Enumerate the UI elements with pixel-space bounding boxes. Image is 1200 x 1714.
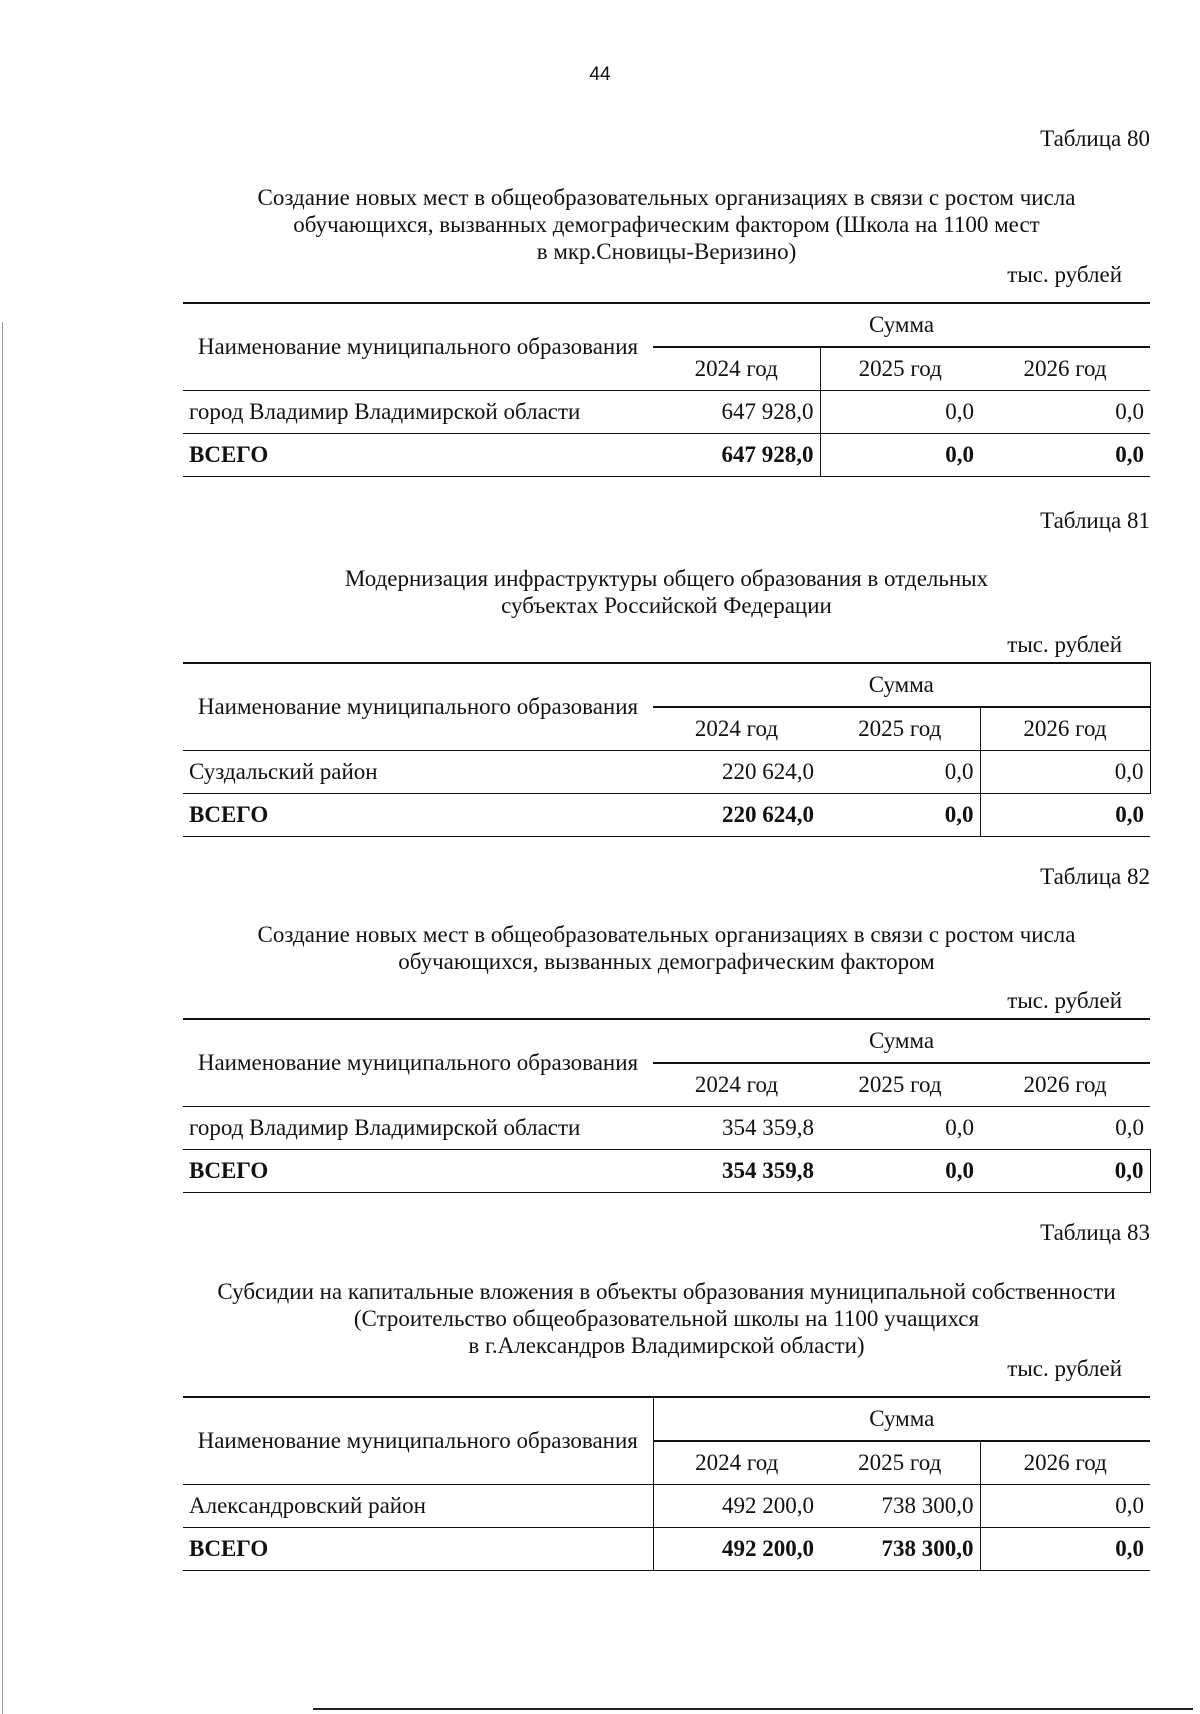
total-label: ВСЕГО	[183, 1528, 653, 1571]
unit-label: тыс. рублей	[1007, 632, 1122, 657]
column-header-year: 2025 год	[820, 1063, 980, 1107]
column-header-name: Наименование муниципального образования	[183, 1397, 653, 1485]
table-row	[183, 751, 1150, 794]
column-header-year: 2026 год	[980, 347, 1150, 391]
total-2025: 0,0	[945, 442, 974, 467]
table-label: Таблица 80	[1040, 126, 1150, 151]
table-title-line: Создание новых мест в общеобразовательных организациях в связи с ростом числа	[257, 922, 1076, 947]
value-2025: 0,0	[945, 1115, 974, 1140]
table-title-line: Модернизация инфраструктуры общего образования в отдельных	[344, 566, 989, 591]
value-2026: 0,0	[1115, 399, 1145, 424]
value-2024: 492 200,0	[722, 1493, 814, 1518]
column-header-year: 2026 год	[980, 1063, 1150, 1107]
unit-label: тыс. рублей	[1007, 988, 1122, 1013]
total-row	[183, 1528, 1150, 1571]
total-row	[183, 794, 1150, 837]
total-2024: 647 928,0	[653, 434, 820, 477]
municipality-name: Александровский район	[183, 1485, 653, 1528]
table-label: Таблица 83	[1040, 1220, 1150, 1245]
unit-label: тыс. рублей	[1007, 262, 1122, 287]
total-2025: 738 300,0	[820, 1528, 980, 1571]
value-2024: 354 359,8	[722, 1115, 814, 1140]
value-2024: 220 624,0	[722, 759, 814, 784]
column-header-year: 2024 год	[653, 347, 820, 391]
table-title-line: обучающихся, вызванных демографическим фактором (Школа на 1100 мест	[293, 212, 1040, 237]
total-label: ВСЕГО	[189, 442, 269, 467]
table-row	[183, 391, 1150, 434]
table-title	[153, 921, 1180, 975]
table-title-line: обучающихся, вызванных демографическим фактором	[398, 949, 935, 974]
column-header-year: 2025 год	[820, 707, 980, 751]
data-table	[183, 1396, 1150, 1571]
value-2026: 0,0	[1115, 1493, 1145, 1518]
data-table	[183, 1018, 1151, 1193]
table-label: Таблица 81	[1040, 508, 1150, 533]
total-2026: 0,0	[980, 1150, 1150, 1193]
column-header-sum: Сумма	[868, 312, 935, 337]
data-table	[183, 662, 1151, 837]
value-2026: 0,0	[980, 751, 1150, 794]
scan-edge-line	[2, 322, 3, 1714]
table-label: Таблица 82	[1040, 864, 1150, 889]
column-header-year: 2025 год	[820, 1441, 980, 1485]
value-2025: 0,0	[820, 751, 980, 794]
municipality-name: город Владимир Владимирской области	[189, 399, 581, 424]
value-2025: 738 300,0	[820, 1485, 980, 1528]
total-label: ВСЕГО	[189, 1158, 269, 1183]
table-row	[183, 1107, 1150, 1150]
value-2024: 647 928,0	[653, 391, 820, 434]
column-header-sum: Сумма	[653, 663, 1150, 707]
table-title-line: в г.Александров Владимирской области)	[468, 1333, 865, 1358]
total-2024: 220 624,0	[722, 802, 814, 827]
data-table	[183, 302, 1150, 477]
column-header-year: 2026 год	[980, 707, 1150, 751]
column-header-year: 2025 год	[820, 347, 980, 391]
column-header-name: Наименование муниципального образования	[183, 663, 653, 751]
table-title	[153, 184, 1180, 265]
column-header-sum: Сумма	[868, 1028, 935, 1053]
value-2026: 0,0	[1115, 1115, 1145, 1140]
total-2026: 0,0	[1115, 442, 1145, 467]
total-row	[183, 1150, 1150, 1193]
municipality-name: город Владимир Владимирской области	[189, 1115, 581, 1140]
column-header-year: 2024 год	[653, 707, 820, 751]
column-header-year: 2024 год	[653, 1441, 820, 1485]
value-2025: 0,0	[945, 399, 974, 424]
table-title	[153, 1278, 1180, 1359]
table-title	[153, 565, 1180, 619]
page-bottom-rule	[313, 1708, 1193, 1710]
total-2026: 0,0	[1115, 1536, 1145, 1561]
table-title-line: (Строительство общеобразовательной школы на 1100 учащихся	[353, 1306, 980, 1331]
total-2026: 0,0	[1115, 802, 1145, 827]
total-label: ВСЕГО	[189, 802, 269, 827]
total-2024: 354 359,8	[722, 1158, 814, 1183]
column-header-year: 2024 год	[653, 1063, 820, 1107]
column-header-name: Наименование муниципального образования	[183, 1019, 653, 1107]
municipality-name: Суздальский район	[189, 759, 378, 784]
column-header-name: Наименование муниципального образования	[183, 303, 653, 391]
table-title-line: в мкр.Сновицы-Веризино)	[536, 239, 797, 264]
column-header-year: 2026 год	[980, 1441, 1150, 1485]
total-2025: 0,0	[820, 794, 980, 837]
total-2025: 0,0	[945, 1158, 974, 1183]
table-title-line: субъектах Российской Федерации	[501, 593, 832, 618]
total-row	[183, 434, 1150, 477]
column-header-sum: Сумма	[869, 1406, 935, 1431]
total-2024: 492 200,0	[722, 1536, 814, 1561]
table-row	[183, 1485, 1150, 1528]
table-title-line: Создание новых мест в общеобразовательных организациях в связи с ростом числа	[257, 185, 1076, 210]
page-number: 44	[589, 64, 611, 85]
table-title-line: Субсидии на капитальные вложения в объекты образования муниципальной собственности	[217, 1279, 1116, 1304]
unit-label: тыс. рублей	[1007, 1356, 1122, 1381]
